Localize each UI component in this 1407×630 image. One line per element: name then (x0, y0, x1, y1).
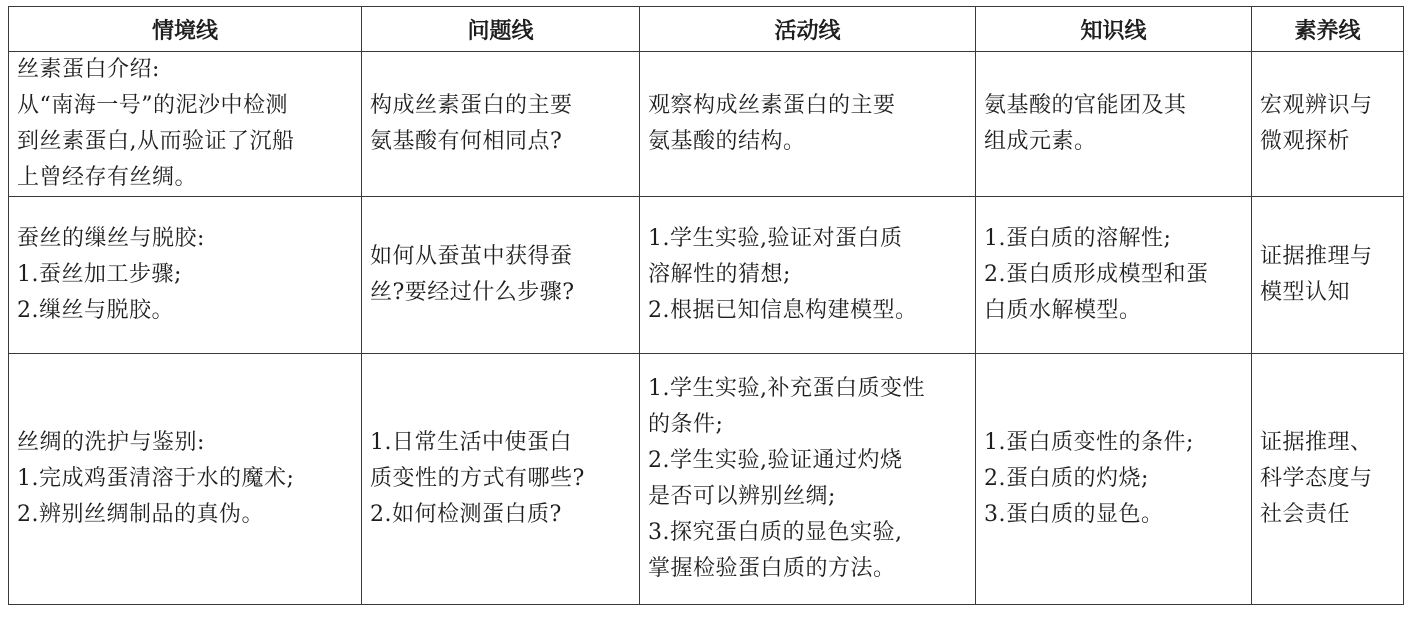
cell-line: 是否可以辨别丝绸; (648, 484, 836, 509)
cell-line: 1.完成鸡蛋清溶于水的魔术; (17, 466, 295, 491)
cell-line: 观察构成丝素蛋白的主要 (648, 93, 896, 118)
cell-line: 到丝素蛋白,从而验证了沉船 (17, 129, 295, 154)
scenario-cell (9, 52, 362, 197)
knowledge-cell (976, 52, 1252, 197)
cell-line: 氨基酸的官能团及其 (984, 93, 1187, 118)
cell-line: 3.蛋白质的显色。 (984, 502, 1164, 527)
scenario-cell (9, 354, 362, 605)
cell-line: 2.如何检测蛋白质? (370, 502, 562, 527)
knowledge-cell (976, 354, 1252, 605)
literacy-cell (1252, 197, 1404, 354)
cell-line: 科学态度与 (1260, 466, 1373, 491)
curriculum-table (8, 6, 1404, 605)
question-cell (362, 52, 640, 197)
literacy-cell (1252, 354, 1404, 605)
header-question-line: 问题线 (362, 7, 640, 52)
cell-line: 微观探析 (1260, 129, 1351, 154)
cell-line: 白质水解模型。 (984, 298, 1142, 323)
header-row (9, 7, 1404, 52)
question-cell (362, 197, 640, 354)
header-knowledge-line: 知识线 (976, 7, 1252, 52)
cell-line: 证据推理与 (1260, 244, 1373, 269)
cell-line: 溶解性的猜想; (648, 262, 791, 287)
cell-line: 丝绸的洗护与鉴别: (17, 430, 205, 455)
cell-line: 2.蛋白质形成模型和蛋 (984, 262, 1209, 287)
cell-line: 构成丝素蛋白的主要 (370, 93, 573, 118)
cell-line: 上曾经存有丝绸。 (17, 165, 198, 190)
cell-line: 丝素蛋白介绍: (17, 57, 160, 82)
cell-line: 1.学生实验,验证对蛋白质 (648, 226, 903, 251)
cell-line: 如何从蚕茧中获得蚕 (370, 244, 573, 269)
header-scenario-line: 情境线 (9, 7, 362, 52)
cell-line: 宏观辨识与 (1260, 93, 1373, 118)
header-activity-line: 活动线 (640, 7, 976, 52)
table-row (9, 197, 1404, 354)
table-row (9, 52, 1404, 197)
cell-line: 1.蛋白质的溶解性; (984, 226, 1172, 251)
cell-line: 2.缫丝与脱胶。 (17, 298, 174, 323)
activity-cell (640, 197, 976, 354)
cell-line: 质变性的方式有哪些? (370, 466, 585, 491)
cell-line: 丝?要经过什么步骤? (370, 280, 575, 305)
scenario-cell (9, 197, 362, 354)
cell-line: 2.根据已知信息构建模型。 (648, 298, 918, 323)
literacy-cell (1252, 52, 1404, 197)
cell-line: 证据推理、 (1260, 430, 1373, 455)
cell-line: 模型认知 (1260, 280, 1351, 305)
cell-line: 掌握检验蛋白质的方法。 (648, 556, 896, 581)
table-header (9, 7, 1404, 52)
cell-line: 2.辨别丝绸制品的真伪。 (17, 502, 264, 527)
question-cell (362, 354, 640, 605)
cell-line: 1.蚕丝加工步骤; (17, 262, 182, 287)
cell-line: 氨基酸有何相同点? (370, 129, 563, 154)
cell-line: 的条件; (648, 412, 724, 437)
cell-line: 3.探究蛋白质的显色实验, (648, 520, 903, 545)
activity-cell (640, 52, 976, 197)
knowledge-cell (976, 197, 1252, 354)
cell-line: 1.日常生活中使蛋白 (370, 430, 572, 455)
cell-line: 从“南海一号”的泥沙中检测 (17, 93, 288, 118)
cell-line: 1.学生实验,补充蛋白质变性 (648, 376, 925, 401)
cell-line: 2.蛋白质的灼烧; (984, 466, 1149, 491)
table-row (9, 354, 1404, 605)
cell-line: 氨基酸的结构。 (648, 129, 806, 154)
cell-line: 2.学生实验,验证通过灼烧 (648, 448, 903, 473)
cell-line: 1.蛋白质变性的条件; (984, 430, 1194, 455)
activity-cell (640, 354, 976, 605)
cell-line: 蚕丝的缫丝与脱胶: (17, 226, 205, 251)
cell-line: 组成元素。 (984, 129, 1097, 154)
header-literacy-line: 素养线 (1252, 7, 1404, 52)
cell-line: 社会责任 (1260, 502, 1351, 527)
